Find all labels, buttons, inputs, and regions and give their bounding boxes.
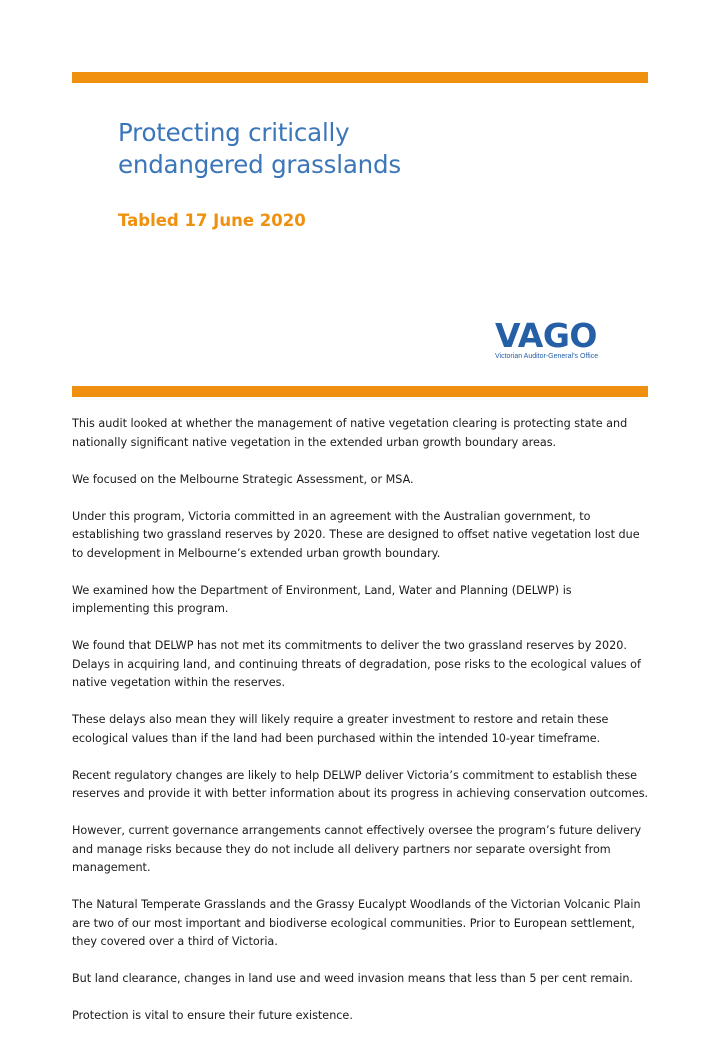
paragraph: These delays also mean they will likely require a greater investment to restore and retain these ecological values than if the land had been purchased within the intended 10-year timeframe. [72, 713, 609, 745]
paragraph: Protection is vital to ensure their future existence. [72, 1009, 353, 1022]
logo-subtitle: Victorian Auditor-General’s Office [495, 353, 599, 360]
paragraph: This audit looked at whether the management of native vegetation clearing is protecting state and nationally significant native vegetation in the extended urban growth boundary areas. [72, 417, 628, 449]
paragraph: Under this program, Victoria committed in an agreement with the Australian government, to establishing two grassland reserves by 2020. These are designed to offset native vegetation lost due to development in Melbourne’s extended urban growth boundary. [72, 509, 640, 560]
title-line-2: endangered grasslands [118, 150, 401, 179]
top-accent-bar [72, 72, 648, 83]
paragraph: We examined how the Department of Environment, Land, Water and Planning (DELWP) is implementing this program. [72, 583, 572, 615]
audit-summary [72, 415, 650, 1044]
title-line-1: Protecting critically [118, 118, 350, 147]
paragraph: Recent regulatory changes are likely to help DELWP deliver Victoria’s commitment to establish these reserves and provide it with better information about its progress in achieving conservation outcomes. [72, 768, 649, 800]
vago-logo [495, 318, 625, 360]
tabled-date: Tabled 17 June 2020 [118, 211, 306, 230]
logo-wordmark: VAGO [495, 316, 597, 355]
paragraph: We focused on the Melbourne Strategic Assessment, or MSA. [72, 472, 414, 486]
paragraph: We found that DELWP has not met its commitments to deliver the two grassland reserves by 2020. Delays in acquiring land, and continuing threats of degradation, pose risks to the ecological values of native vegetation within the reserves. [72, 639, 641, 689]
paragraph: However, current governance arrangements cannot effectively oversee the program’s future delivery and manage risks because they do not include all delivery partners nor separate oversight from management. [72, 824, 642, 874]
page-title [118, 117, 638, 181]
divider-accent-bar [72, 386, 648, 397]
paragraph: But land clearance, changes in land use and weed invasion means that less than 5 per cent remain. [72, 972, 633, 985]
paragraph: The Natural Temperate Grasslands and the Grassy Eucalypt Woodlands of the Victorian Volcanic Plain are two of our most important and biodiverse ecological communities. Prior to European settlement, they covered over a third of Victoria. [72, 898, 641, 948]
